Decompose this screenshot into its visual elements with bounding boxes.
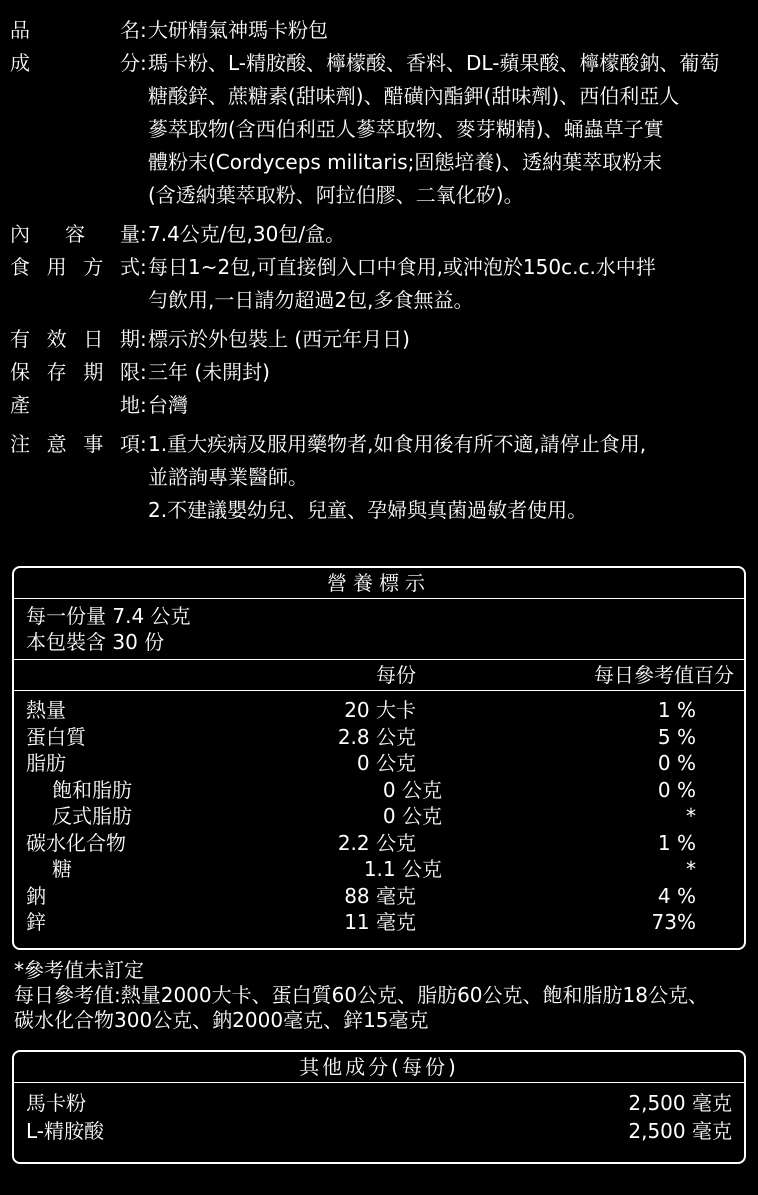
nutrient-daily-value: 1 % [657, 698, 696, 722]
other-rows [14, 1083, 744, 1145]
info-row [0, 113, 758, 146]
info-label: 品 名 [10, 18, 140, 42]
note-line: 碳水化合物300公克、鈉2000毫克、鋅15毫克 [14, 1008, 429, 1032]
nutrition-row [14, 750, 744, 777]
other-title: 其他成分(每份) [14, 1052, 744, 1083]
ingredient-name: 馬卡粉 [26, 1091, 86, 1115]
info-row: 食 用 方 式 : 每日1~2包,可直接倒入口中食用,或沖泡於150c.c.水中拌 [0, 251, 758, 284]
info-value: 標示於外包裝上 (西元年月日) [148, 327, 410, 351]
nutrient-daily-value: 4 % [657, 883, 696, 908]
info-label: 保 存 期 限 [10, 360, 140, 384]
nutrient-per-serving: 2.8 公克 [337, 724, 416, 749]
nutrition-row [14, 909, 744, 936]
info-label [0, 80, 140, 113]
info-row [0, 146, 758, 179]
info-value: 三年 (未開封) [148, 360, 270, 384]
info-row [0, 179, 758, 212]
nutrient-per-serving: 1.1 公克 [363, 857, 442, 881]
info-label: 食 用 方 式 [10, 255, 140, 279]
ingredient-name: L-精胺酸 [26, 1119, 105, 1143]
nutrient-name: 鋅 [26, 910, 46, 934]
nutrient-name: 蛋白質 [26, 724, 86, 749]
info-value: 2.不建議嬰幼兒、兒童、孕婦與真菌過敏者使用。 [148, 498, 588, 522]
info-value: 並諮詢專業醫師。 [148, 465, 308, 489]
info-row: 注 意 事 項 : 1.重大疾病及服用藥物者,如食用後有所不適,請停止食用, [0, 428, 758, 461]
nutrition-notes [14, 958, 754, 1033]
info-value: 蔘萃取物(含西伯利亞人蔘萃取物、麥芽糊精)、蛹蟲草子實 [148, 117, 664, 141]
nutrition-row [14, 856, 744, 883]
nutrition-header [14, 660, 744, 691]
nutrition-title: 營養標示 [14, 568, 744, 599]
serving-info [14, 599, 744, 660]
nutrient-name: 脂肪 [26, 751, 66, 775]
nutrient-daily-value: 0 % [657, 777, 696, 802]
nutrient-name: 糖 [52, 857, 72, 881]
info-row [0, 80, 758, 113]
nutrition-rows [14, 691, 744, 936]
info-label: 內 容 量 [10, 222, 140, 246]
info-row: 有 效 日 期 : 標示於外包裝上 (西元年月日) [0, 323, 758, 356]
info-value: 體粉末(Cordyceps militaris;固態培養)、透納葉萃取粉末 [148, 150, 663, 174]
nutrient-name: 碳水化合物 [26, 830, 126, 855]
nutrient-name: 熱量 [26, 698, 66, 722]
nutrient-name: 反式脂肪 [52, 804, 132, 828]
info-value: 大研精氣神瑪卡粉包 [148, 18, 328, 42]
info-value: 勻飲用,一日請勿超過2包,多食無益。 [148, 288, 474, 312]
nutrient-daily-value: 1 % [657, 830, 696, 855]
other-row [14, 1089, 744, 1117]
serving-size: 每一份量 7.4 公克 [26, 604, 191, 628]
note-line: *參考值未訂定 [14, 958, 144, 982]
note-line: 每日參考值:熱量2000大卡、蛋白質60公克、脂肪60公克、飽和脂肪18公克、 [14, 983, 708, 1007]
other-ingredients-table [12, 1050, 746, 1164]
info-value: 台灣 [148, 393, 188, 417]
info-row: 產 地 : 台灣 [0, 389, 758, 422]
info-label [0, 494, 140, 527]
info-row [0, 494, 758, 527]
info-row [0, 284, 758, 317]
info-value: 糖酸鋅、蔗糖素(甜味劑)、醋磺內酯鉀(甜味劑)、西伯利亞人 [148, 84, 680, 108]
nutrient-per-serving: 11 毫克 [344, 910, 416, 934]
info-label: 有 效 日 期 [10, 327, 140, 351]
nutrition-row [14, 803, 744, 830]
info-value: (含透納葉萃取粉、阿拉伯膠、二氧化矽)。 [148, 183, 524, 207]
nutrient-per-serving: 0 公克 [382, 804, 442, 828]
nutrient-name: 飽和脂肪 [52, 777, 132, 802]
nutrient-daily-value: * [686, 857, 696, 881]
product-info [0, 14, 758, 527]
info-label [0, 284, 140, 317]
nutrient-per-serving: 20 大卡 [344, 698, 416, 722]
info-label: 產 地 [10, 393, 140, 417]
info-row [0, 461, 758, 494]
nutrient-daily-value: 73% [651, 910, 696, 934]
header-daily-value: 每日參考值百分 [594, 663, 734, 687]
nutrient-per-serving: 88 毫克 [344, 883, 416, 908]
nutrient-per-serving: 0 公克 [356, 751, 416, 775]
nutrient-daily-value: * [686, 804, 696, 828]
info-row: 內 容 量 : 7.4公克/包,30包/盒。 [0, 218, 758, 251]
nutrient-per-serving: 0 公克 [382, 777, 442, 802]
info-value: 7.4公克/包,30包/盒。 [148, 222, 346, 246]
info-label [0, 461, 140, 494]
servings-per-pack: 本包裝含 30 份 [26, 630, 165, 654]
nutrition-row [14, 830, 744, 857]
header-per-serving: 每份 [376, 663, 416, 687]
info-label [0, 113, 140, 146]
info-label: 注 意 事 項 [10, 432, 140, 456]
nutrient-per-serving: 2.2 公克 [337, 830, 416, 855]
nutrition-row [14, 724, 744, 751]
nutrient-daily-value: 0 % [657, 751, 696, 775]
nutrition-facts-table [12, 566, 746, 950]
nutrient-daily-value: 5 % [657, 724, 696, 749]
info-row: 保 存 期 限 : 三年 (未開封) [0, 356, 758, 389]
info-label [0, 179, 140, 212]
info-row: 成 分 : 瑪卡粉、L-精胺酸、檸檬酸、香料、DL-蘋果酸、檸檬酸鈉、葡萄 [0, 47, 758, 80]
nutrition-row [14, 883, 744, 910]
nutrient-name: 鈉 [26, 883, 46, 908]
other-row [14, 1117, 744, 1145]
ingredient-amount: 2,500 毫克 [628, 1091, 732, 1115]
nutrition-row [14, 777, 744, 804]
ingredient-amount: 2,500 毫克 [628, 1119, 732, 1143]
info-value: 每日1~2包,可直接倒入口中食用,或沖泡於150c.c.水中拌 [148, 255, 656, 279]
info-value: 1.重大疾病及服用藥物者,如食用後有所不適,請停止食用, [148, 432, 647, 456]
info-row: 品 名 : 大研精氣神瑪卡粉包 [0, 14, 758, 47]
info-label: 成 分 [10, 51, 140, 75]
nutrition-row [14, 697, 744, 724]
info-label [0, 146, 140, 179]
info-value: 瑪卡粉、L-精胺酸、檸檬酸、香料、DL-蘋果酸、檸檬酸鈉、葡萄 [148, 51, 720, 75]
